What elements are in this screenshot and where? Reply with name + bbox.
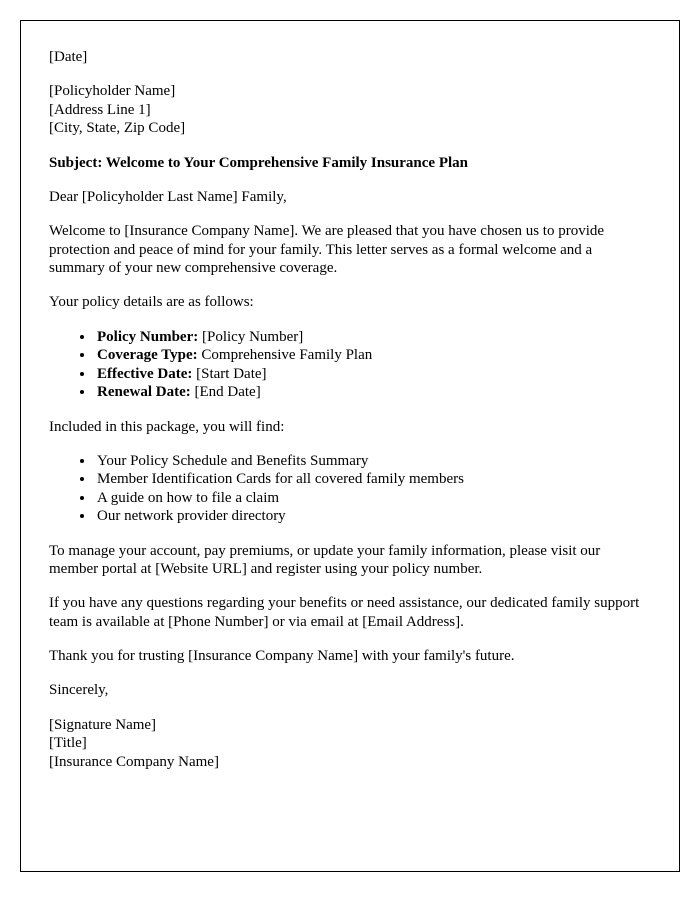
signature-block [49,716,651,772]
subject-line: Subject: Welcome to Your Comprehensive Family Insurance Plan [49,154,469,171]
thanks-paragraph: Thank you for trusting [Insurance Company Name] with your family's future. [49,648,515,665]
effective-date-value: [Start Date] [192,365,267,382]
signature-company: [Insurance Company Name] [49,753,219,770]
signature-name: [Signature Name] [49,716,157,733]
renewal-date-value: [End Date] [190,384,261,401]
list-item: • A guide on how to file a claim [95,489,651,508]
recipient-address-line: [Address Line 1] [49,101,151,118]
list-item: • Member Identification Cards for all covered family members [95,470,651,489]
effective-date-label: Effective Date: [97,365,193,382]
letter-page [20,20,680,872]
salutation: Dear [Policyholder Last Name] Family, [49,189,287,206]
coverage-type-value: Comprehensive Family Plan [197,347,373,364]
policy-number-value: [Policy Number] [198,328,304,345]
support-paragraph: If you have any questions regarding your benefits or need assistance, our dedicated family support team is available at [Phone Number] or via email at [Email Address]. [49,595,640,630]
intro-paragraph: Welcome to [Insurance Company Name]. We are pleased that you have chosen us to provide protection and peace of mind for your family. This letter serves as a formal welcome and a summary of your new comprehensive coverage. [49,223,605,276]
list-item: • Our network provider directory [95,507,651,526]
letter-date: [Date] [49,49,88,65]
coverage-type-label: Coverage Type: [97,347,198,364]
recipient-address-block [49,82,651,138]
package-intro: Included in this package, you will find: [49,418,285,435]
list-item-coverage-type [95,346,651,365]
policy-details-list [49,328,651,402]
policy-number-label: Policy Number: [97,328,199,345]
policy-details-intro: Your policy details are as follows: [49,294,254,311]
signature-title: [Title] [49,735,87,752]
list-item-effective-date [95,365,651,384]
list-item-renewal-date [95,383,651,402]
closing: Sincerely, [49,682,109,699]
portal-paragraph: To manage your account, pay premiums, or update your family information, please visit our member portal at [Website URL] and register using your policy number. [49,542,601,578]
recipient-name: [Policyholder Name] [49,83,176,100]
list-item-policy-number [95,328,651,347]
list-item: • Your Policy Schedule and Benefits Summary [95,452,651,471]
package-items-list [49,452,651,526]
renewal-date-label: Renewal Date: [97,384,191,401]
recipient-city-state-zip: [City, State, Zip Code] [49,120,186,137]
